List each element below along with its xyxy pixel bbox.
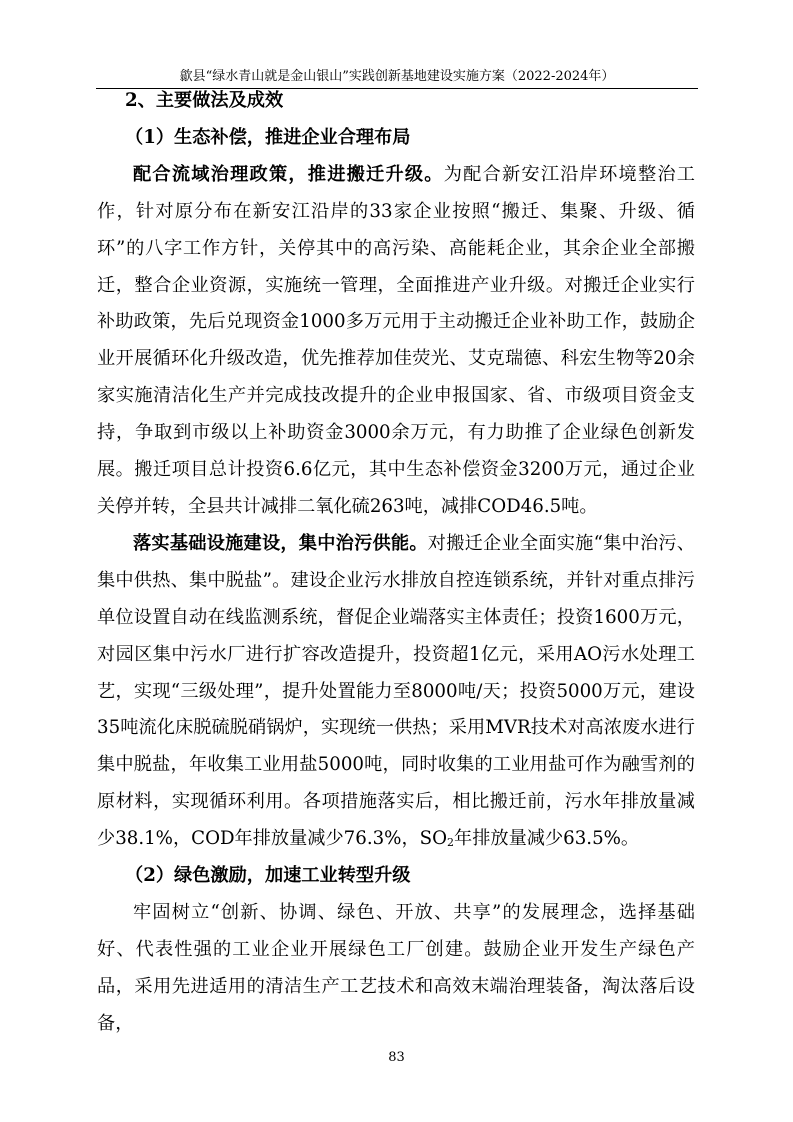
- section-heading: 2、主要做法及成效: [125, 90, 284, 111]
- page-number: 83: [388, 1050, 405, 1065]
- subsection-heading-1: （1）生态补偿，推进企业合理布局: [125, 126, 411, 148]
- subsection-heading-2: （2）绿色激励，加速工业转型升级: [125, 865, 411, 887]
- paragraph-1-body: 为配合新安江沿岸环境整治工作，针对原分布在新安江沿岸的33家企业按照“搬迁、集聚、升级、循环”的八字工作方针，关停其中的高污染、高能耗企业，其余企业全部搬迁，整合企业资源，实施统一管理，全面推进产业升级。对搬迁企业实行补助政策，先后兑现资金1000多万元用于主动搬迁企业补助工作，鼓励企业开展循环化升级改造，优先推荐加佳荧光、艾克瑞德、科宏生物等20余家实施清洁化生产并完成技改提升的企业申报国家、省、市级项目资金支持，争取到市级以上补助资金3000余万元，有力助推了企业绿色创新发展。搬迁项目总计投资6.6亿元，其中生态补偿资金3200万元，通过企业关停并转，全县共计减排二氧化硫263吨，减排COD46.5吨。: [97, 163, 695, 517]
- paragraph-3: 牢固树立“创新、协调、绿色、开放、共享”的发展理念，选择基础好、代表性强的工业企业开展绿色工厂创建。鼓励企业开发生产绿色产品，采用先进适用的清洁生产工艺技术和高效末端治理装备，淘汰落后设备，: [97, 901, 695, 1034]
- paragraph-2: [97, 526, 695, 858]
- paragraph-1-lead: 配合流域治理政策，推进搬迁升级。: [133, 163, 444, 185]
- running-header: 歙县“绿水青山就是金山银山”实践创新基地建设实施方案（2022-2024年）: [179, 69, 615, 84]
- paragraph-2-body: 对搬迁企业全面实施“集中治污、集中供热、集中脱盐”。建设企业污水排放自控连锁系统，并针对重点排污单位设置自动在线监测系统，督促企业端落实主体责任；投资1600万元，对园区集中污水厂进行扩容改造提升，投资超1亿元，采用AO污水处理工艺，实现“三级处理”，提升处置能力至8000吨/天；投资5000万元，建设35吨流化床脱硫脱硝锅炉，实现统一供热；采用MVR技术对高浓废水进行集中脱盐，年收集工业用盐5000吨，同时收集的工业用盐可作为融雪剂的原材料，实现循环利用。各项措施落实后，相比搬迁前，污水年排放量减少38.1%，COD年排放量减少76.3%，: [97, 532, 695, 850]
- document-body: [97, 83, 695, 1043]
- so2-symbol: SO: [419, 828, 448, 850]
- paragraph-1: [97, 157, 695, 526]
- so2-subscript: 2: [447, 836, 455, 850]
- paragraph-2-lead: 落实基础设施建设，集中治污供能。: [133, 532, 428, 554]
- paragraph-2-tail: 年排放量减少63.5%。: [454, 828, 640, 850]
